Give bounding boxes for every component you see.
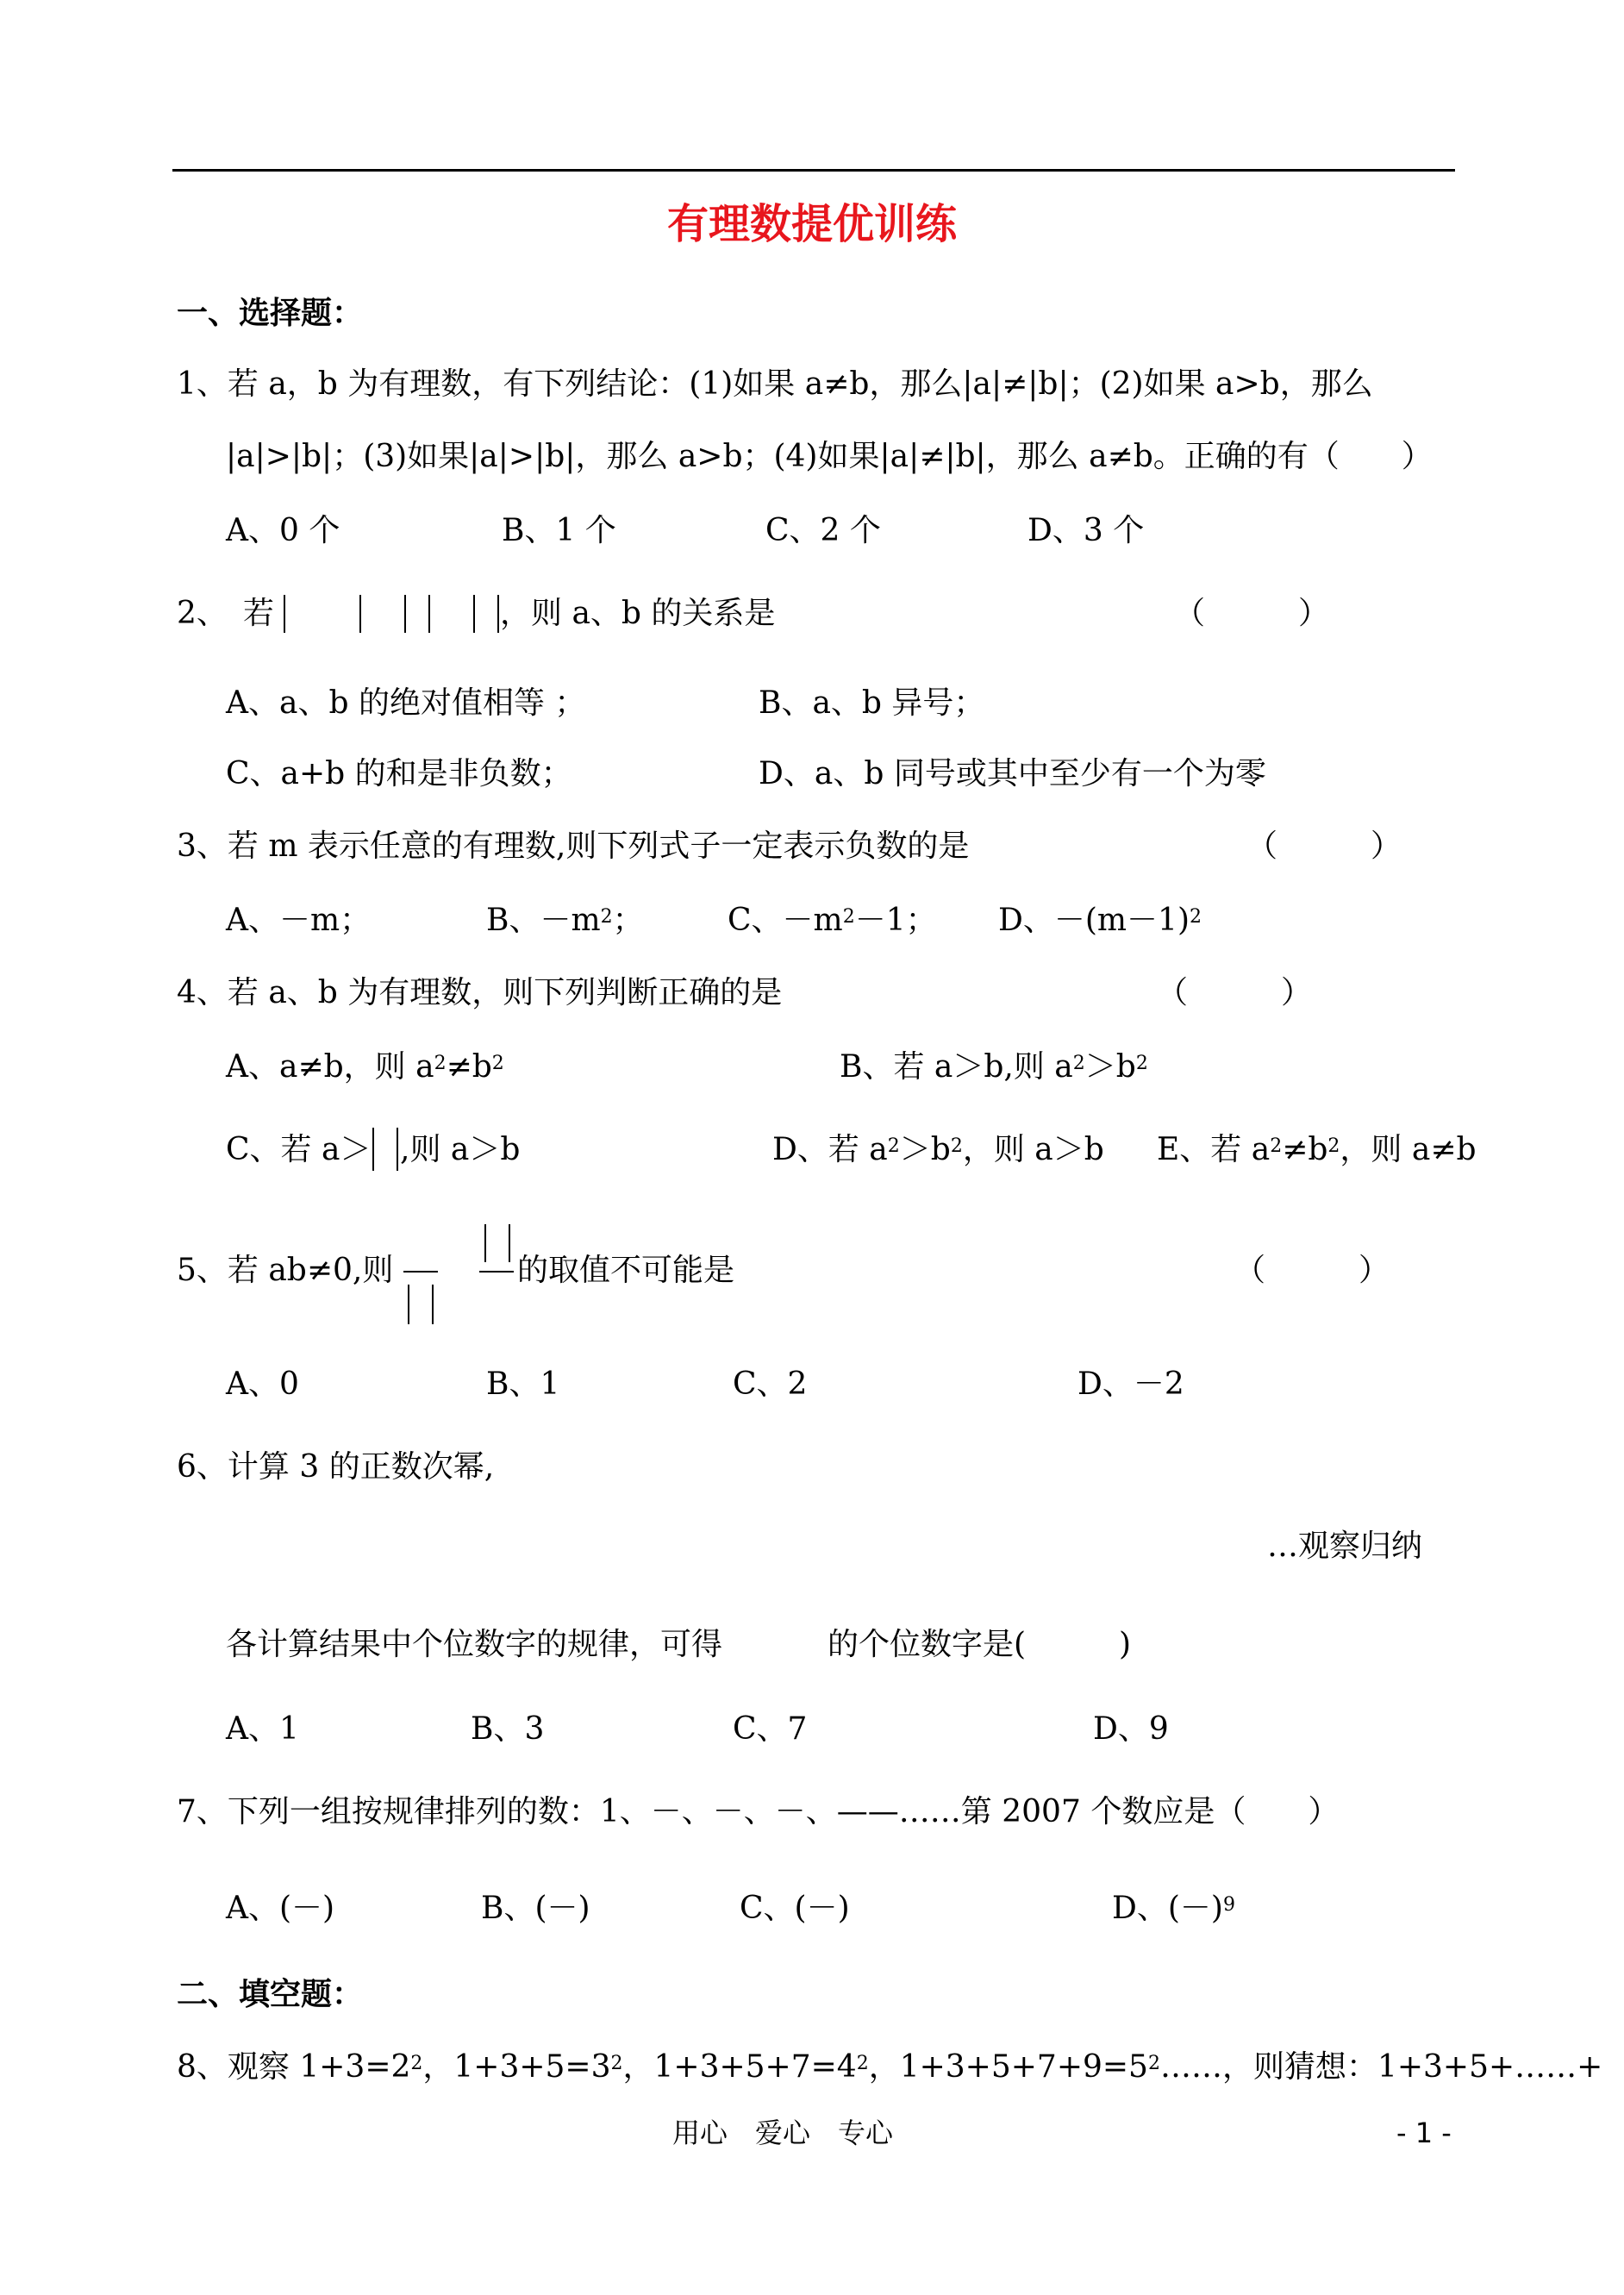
q5-abs-bar-4 [509, 1224, 510, 1262]
q2-option-d: D、a、b 同号或其中至少有一个为零 [759, 756, 1266, 791]
q2-stem: ，则 a、b 的关系是 [500, 596, 776, 631]
q6-option-c: C、7 [733, 1711, 808, 1747]
q5-option-d: D、－2 [1077, 1366, 1184, 1402]
q6-option-a: A、1 [226, 1711, 299, 1747]
q1-line2: |a|>|b|；(3)如果|a|>|b|，那么 a>b；(4)如果|a|≠|b|，那么 a≠b。正确的有（ ） [226, 439, 1433, 474]
q4-option-b: B、若 a＞b,则 $a^2>b^2$ [840, 1049, 1148, 1085]
q2-number: 2、 [177, 596, 228, 631]
q2-option-c: C、a+b 的和是非负数； [226, 756, 572, 791]
q1-option-c: C、2 个 [765, 513, 881, 548]
q5-option-b: B、1 [486, 1366, 560, 1402]
page-title: 有理数提优训练 [666, 200, 957, 248]
q3-stem: 3、若 m 表示任意的有理数,则下列式子一定表示负数的是 [177, 829, 970, 864]
q2-abs-bar-1 [284, 595, 285, 633]
q3-option-a: A、－m； [226, 903, 372, 938]
q5-fraction-bar-1 [403, 1271, 438, 1273]
q5-answer-paren: （ ） [1234, 1253, 1390, 1288]
q6-option-d: D、9 [1093, 1711, 1169, 1747]
q4-option-a: A、a≠b，则 $a^2\ne b^2$ [226, 1049, 504, 1085]
q6-line: 各计算结果中个位数字的规律，可得 [226, 1627, 723, 1662]
q4-option-d: D、若 $a^2>b^2$，则 a＞b [772, 1132, 1104, 1167]
q5-stem-rest: 的取值不可能是 [517, 1253, 735, 1288]
q2-option-b: B、a、b 异号； [759, 685, 985, 721]
q2-abs-bar-6 [497, 595, 499, 633]
q2-abs-bar-4 [428, 595, 430, 633]
q4-abs-bar-1 [372, 1128, 374, 1171]
q3-answer-paren: （ ） [1246, 829, 1402, 864]
q3-option-b: B、$-m^2$； [486, 903, 644, 938]
q5-option-c: C、2 [733, 1366, 808, 1402]
q1-line1: 1、若 a，b 为有理数，有下列结论：(1)如果 a≠b，那么|a|≠|b|；(2)如果 a>b，那么 [177, 366, 1373, 402]
q4-option-c-post: ,则 a＞b [400, 1132, 521, 1167]
q7-option-b: B、(－) [481, 1891, 590, 1926]
q2-answer-paren: （ ） [1174, 596, 1330, 631]
q8-line: 8、观察 $1+3=2^2$，$1+3+5=3^2$，$1+3+5+7=4^2$，$1+3+5+7+9=5^2\dots\dots$，则猜想：1+3+5+……+ [177, 2049, 1603, 2085]
q4-stem: 4、若 a、b 为有理数，则下列判断正确的是 [177, 975, 783, 1010]
q6-stem: 6、计算 3 的正数次幂, [177, 1449, 495, 1485]
q2-abs-bar-3 [404, 595, 406, 633]
q1-option-d: D、3 个 [1027, 513, 1145, 548]
q4-abs-bar-2 [397, 1128, 398, 1171]
q2-option-a: A、a、b 的绝对值相等 ； [226, 685, 586, 721]
q6-option-b: B、3 [471, 1711, 545, 1747]
q1-option-b: B、1 个 [502, 513, 616, 548]
q3-option-c: C、$-m^2-1$； [728, 903, 937, 938]
q7-stem: 7、下列一组按规律排列的数：1、－、－、－、——……第 2007 个数应是（ ） [177, 1794, 1340, 1829]
section-heading-choice: 一、选择题： [177, 296, 364, 331]
q6-line2: 的个位数字是( ) [828, 1627, 1132, 1662]
q3-option-d: D、$-(m-1)^2$ [998, 903, 1202, 938]
page-number: - 1 - [1396, 2117, 1452, 2149]
q5-option-a: A、0 [226, 1366, 299, 1402]
section-heading-fill: 二、填空题： [177, 1977, 364, 2012]
q2-abs-bar-2 [359, 595, 361, 633]
q4-option-c-pre: C、若 a＞ [226, 1132, 372, 1167]
q7-option-d: D、$(-)^9$ [1112, 1891, 1235, 1926]
q2-ruo: 若 [243, 596, 275, 631]
q2-abs-bar-5 [473, 595, 475, 633]
q7-option-c: C、(－) [740, 1891, 850, 1926]
header-rule [172, 169, 1455, 172]
q4-answer-paren: （ ） [1157, 975, 1313, 1010]
q5-stem: 5、若 ab≠0,则 [177, 1253, 394, 1288]
q5-abs-bar-3 [484, 1224, 486, 1262]
q6-observe: …观察归纳 [1267, 1529, 1423, 1564]
q1-option-a: A、0 个 [226, 513, 340, 548]
q5-abs-bar-1 [408, 1285, 409, 1324]
q7-option-a: A、(－) [226, 1891, 335, 1926]
footer-motto: 用心 爱心 专心 [672, 2117, 894, 2149]
q4-option-e: E、若 $a^2\ne b^2$，则 a≠b [1157, 1132, 1477, 1167]
q5-abs-bar-2 [432, 1285, 434, 1324]
q5-fraction-bar-2 [479, 1271, 514, 1273]
